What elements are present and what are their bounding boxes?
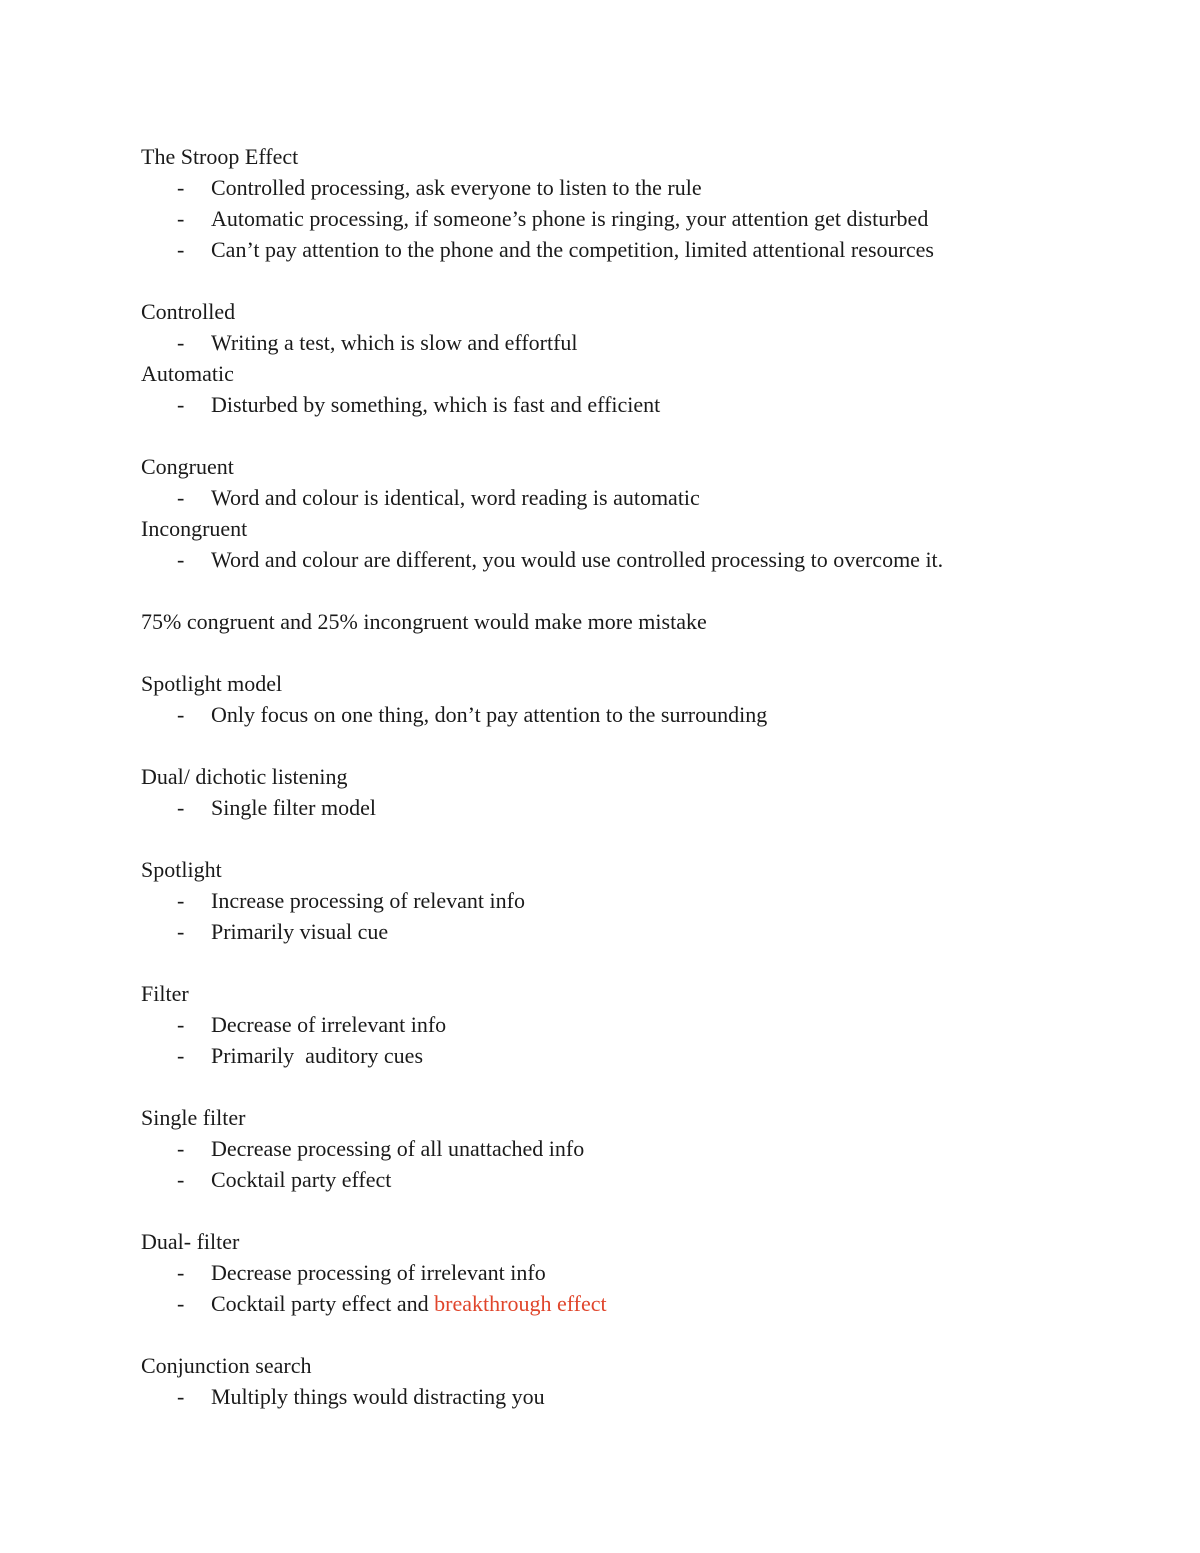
bullet-marker: -: [177, 919, 185, 944]
bullet-item: - Automatic processing, if someone’s phone is ringing, your attention get disturbed: [141, 203, 1041, 234]
bullet-marker: -: [177, 1043, 185, 1068]
bullet-marker: -: [177, 1384, 185, 1409]
blank-line: [141, 265, 1041, 296]
bullet-marker: -: [177, 702, 185, 727]
bullet-item: - Primarily auditory cues: [141, 1040, 1041, 1071]
bullet-marker: -: [177, 547, 185, 572]
bullet-marker: -: [177, 206, 185, 231]
heading-incongruent: Incongruent: [141, 516, 248, 541]
blank-line: [141, 575, 1041, 606]
heading-filter: Filter: [141, 981, 189, 1006]
bullet-marker: -: [177, 795, 185, 820]
bullet-item: - Word and colour are different, you would use controlled processing to overcome it.: [141, 544, 1041, 575]
blank-line: [141, 1195, 1041, 1226]
highlighted-text: breakthrough effect: [434, 1291, 607, 1316]
bullet-item: - Increase processing of relevant info: [141, 885, 1041, 916]
blank-line: [141, 1071, 1041, 1102]
bullet-marker: -: [177, 1136, 185, 1161]
heading-conjunction-search: Conjunction search: [141, 1353, 312, 1378]
bullet-item: - Only focus on one thing, don’t pay attention to the surrounding: [141, 699, 1041, 730]
bullet-item: - Multiply things would distracting you: [141, 1381, 1041, 1412]
blank-line: [141, 730, 1041, 761]
bullet-item: - Decrease processing of irrelevant info: [141, 1257, 1041, 1288]
bullet-item: - Primarily visual cue: [141, 916, 1041, 947]
bullet-marker: -: [177, 1012, 185, 1037]
bullet-marker: -: [177, 175, 185, 200]
bullet-item: - Single filter model: [141, 792, 1041, 823]
bullet-item: - Cocktail party effect: [141, 1164, 1041, 1195]
bullet-item: - Can’t pay attention to the phone and the competition, limited attentional resources: [141, 234, 1041, 265]
heading-dual-filter: Dual- filter: [141, 1229, 240, 1254]
blank-line: [141, 1319, 1041, 1350]
blank-line: [141, 637, 1041, 668]
bullet-item: - Word and colour is identical, word reading is automatic: [141, 482, 1041, 513]
bullet-text-prefix: Cocktail party effect and: [211, 1291, 435, 1316]
bullet-marker: -: [177, 330, 185, 355]
heading-controlled: Controlled: [141, 299, 236, 324]
bullet-item: [141, 1288, 1041, 1319]
bullet-item: - Decrease processing of all unattached info: [141, 1133, 1041, 1164]
heading-single-filter: Single filter: [141, 1105, 246, 1130]
blank-line: [141, 420, 1041, 451]
bullet-marker: -: [177, 888, 185, 913]
heading-dichotic-listening: Dual/ dichotic listening: [141, 764, 348, 789]
blank-line: [141, 947, 1041, 978]
document-body: [141, 141, 1041, 1412]
heading-stroop-effect: The Stroop Effect: [141, 144, 299, 169]
bullet-item: - Decrease of irrelevant info: [141, 1009, 1041, 1040]
bullet-marker: -: [177, 1167, 185, 1192]
bullet-marker: -: [177, 485, 185, 510]
heading-spotlight-model: Spotlight model: [141, 671, 283, 696]
bullet-marker: -: [177, 1260, 185, 1285]
paragraph-congruent-ratio: 75% congruent and 25% incongruent would make more mistake: [141, 609, 707, 634]
bullet-item: - Disturbed by something, which is fast and efficient: [141, 389, 1041, 420]
bullet-marker: -: [177, 392, 185, 417]
bullet-marker: -: [177, 237, 185, 262]
blank-line: [141, 823, 1041, 854]
bullet-item: - Controlled processing, ask everyone to listen to the rule: [141, 172, 1041, 203]
heading-congruent: Congruent: [141, 454, 234, 479]
bullet-marker: -: [177, 1291, 185, 1316]
bullet-item: - Writing a test, which is slow and effortful: [141, 327, 1041, 358]
heading-automatic: Automatic: [141, 361, 234, 386]
heading-spotlight: Spotlight: [141, 857, 222, 882]
